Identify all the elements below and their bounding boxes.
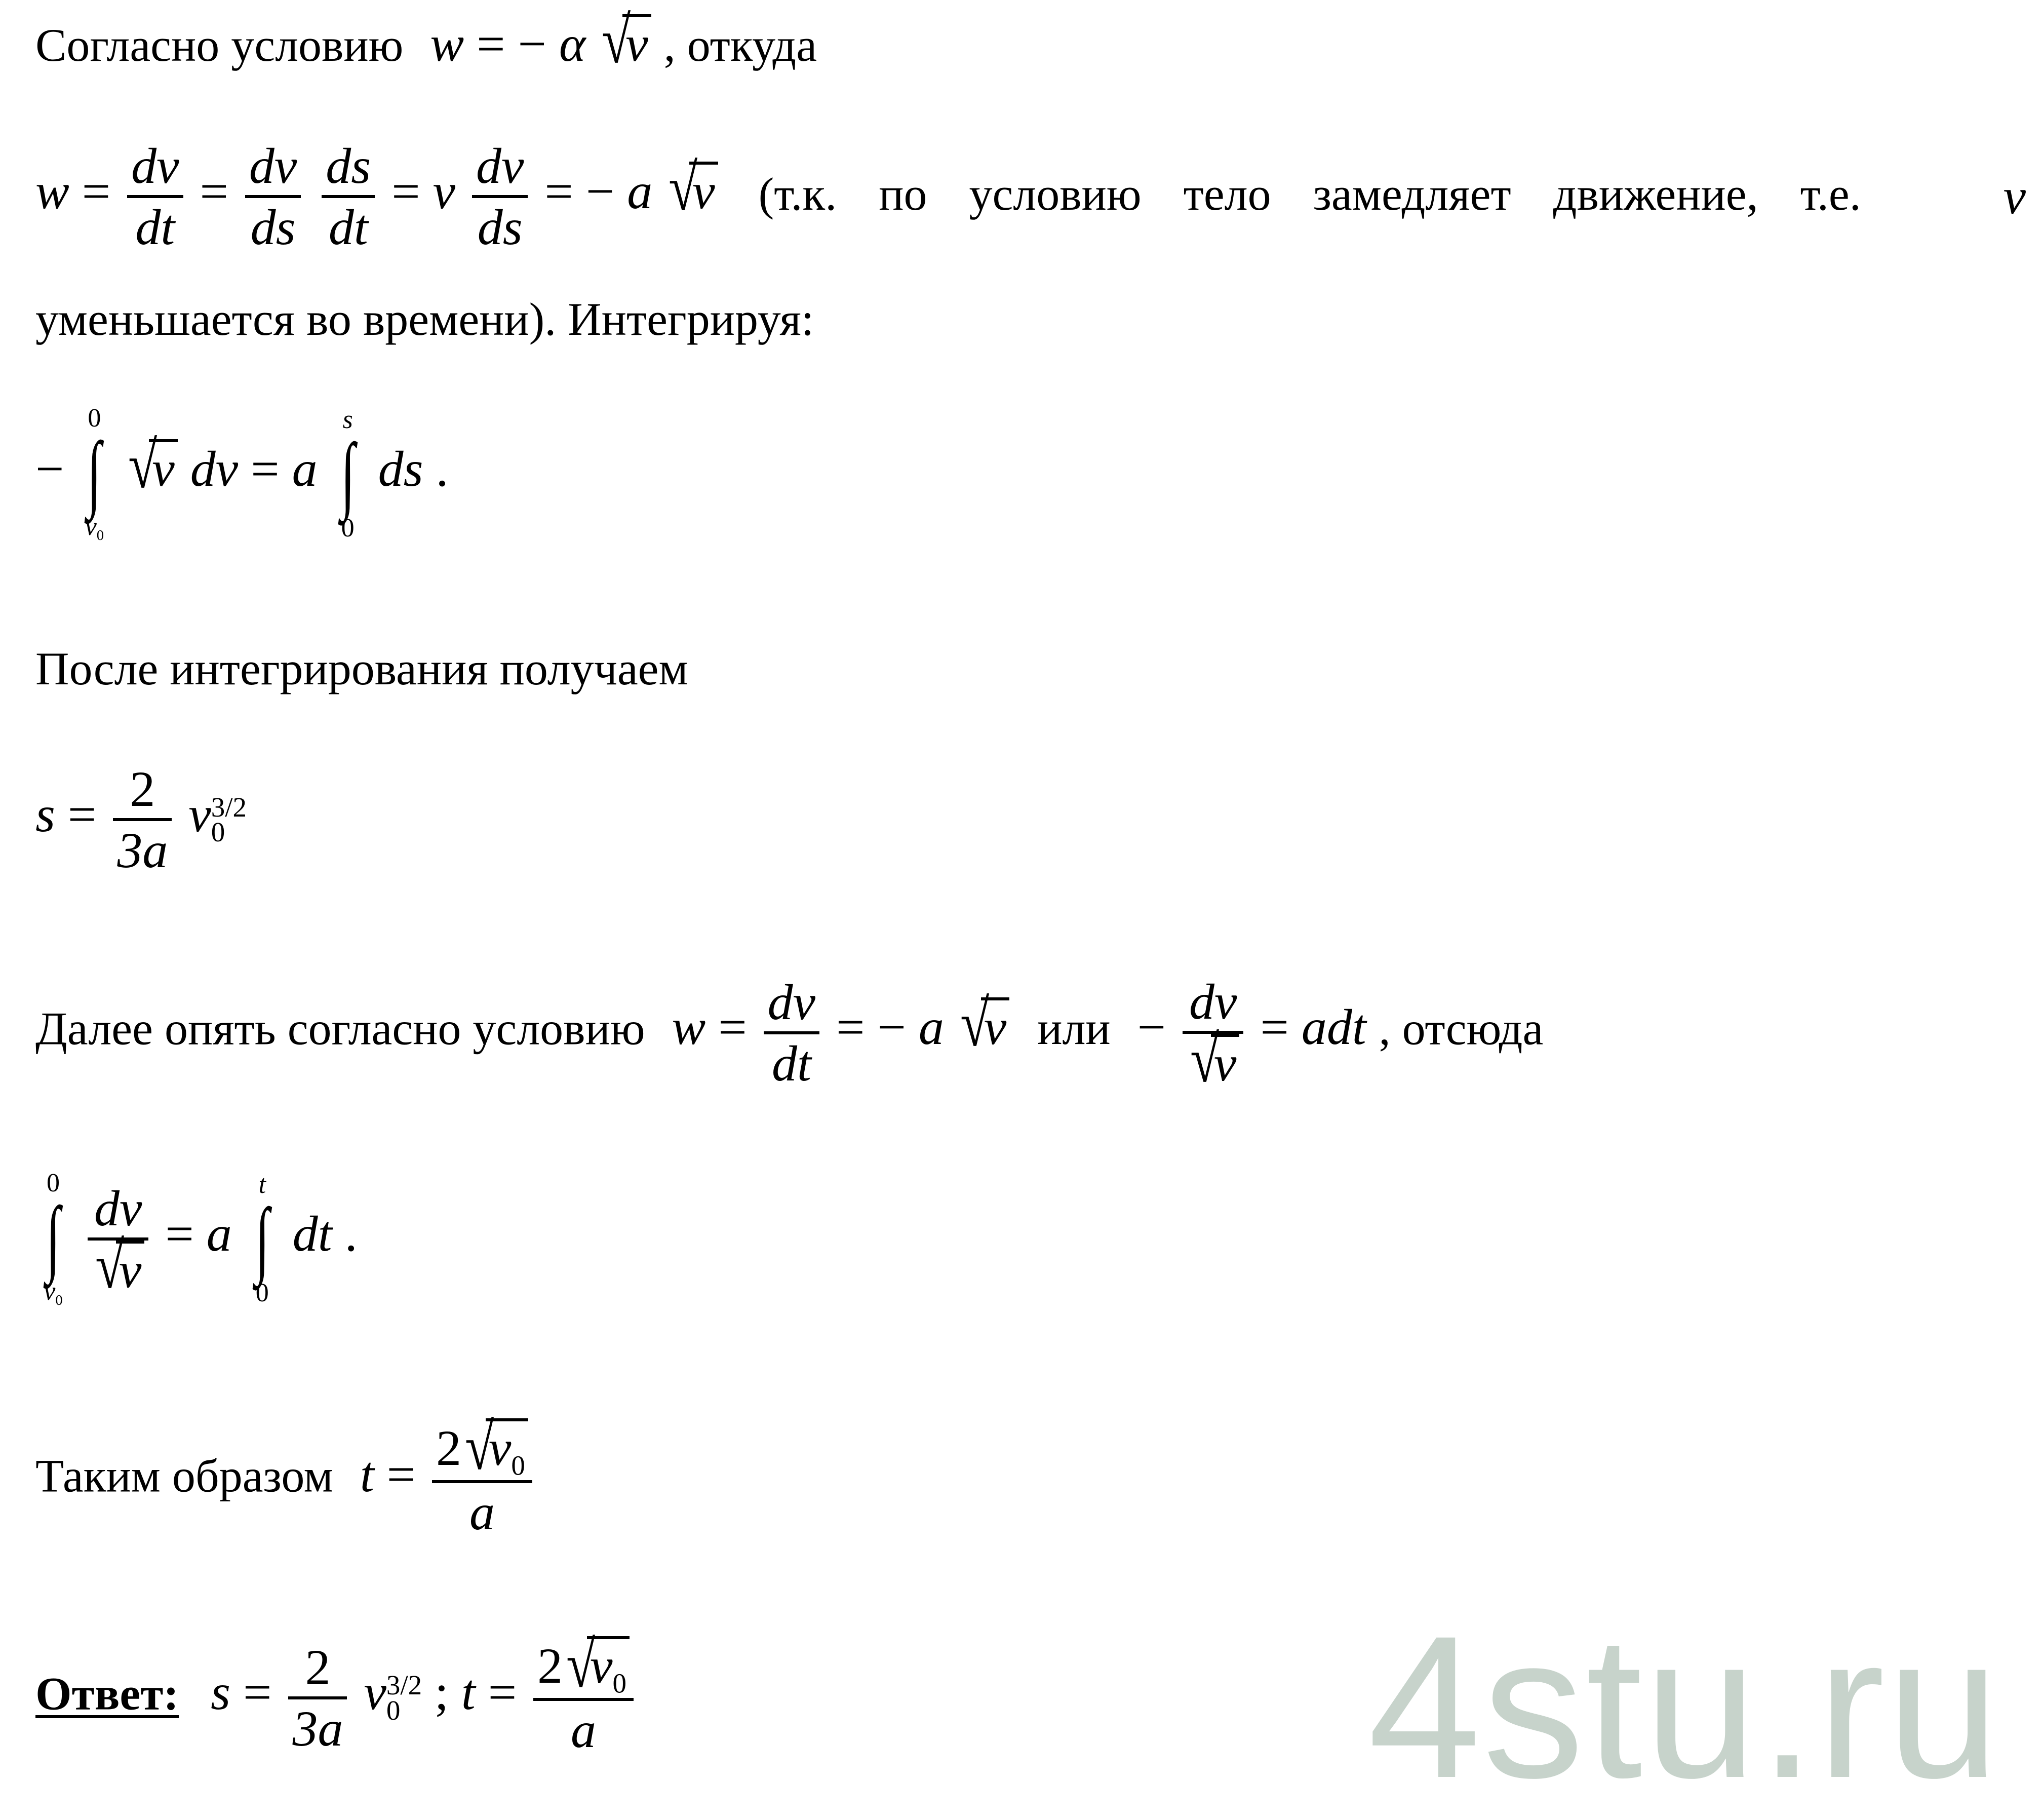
integral-sign: t ∫ 0 [255,1170,269,1307]
frac-2-3a: $\frac{2}{3a}$ [113,760,172,879]
frac-2sqrtv0-a: 2 √ $v_0$ a [533,1636,634,1759]
answer-formula: s = $\frac{2}{3a}$ v 3/2 0 ; t = 2 √ $v_0$ a [211,1664,638,1720]
formula-s: s = $\frac{2}{3a}$ v 3/2 0 [35,761,247,878]
formula-dv-sqrt: − dv √ v = adt [1137,974,1366,1096]
frac-dv-dt: $\frac{dv}{dt}$ [127,137,183,256]
frac-dv-ds: $\frac{dv}{ds}$ [245,137,301,256]
line-thus: Таким образом t = 2 √ $v_0$ a [35,1418,536,1541]
frac-dv-dt: $\frac{dv}{dt}$ [764,973,819,1093]
frac-2sqrtv0-a: 2 √ $v_0$ a [432,1418,532,1541]
line-condition [35,4,817,77]
sqrt-v: √ v [598,14,651,72]
sqrt-v: √ v [665,162,718,219]
formula-t: t = 2 √ $v_0$ a [360,1446,536,1502]
integral-sign: s ∫ 0 [340,405,355,543]
watermark: 4stu.ru [1368,1594,2001,1820]
formula-w-alpha: w = − α √ v [430,16,663,72]
frac-dv-sqrtv: dv √ v [1183,973,1243,1093]
formula-w-chain: w = $\frac{dv}{dt}$ = $\frac{dv}{ds}$ $\frac{ds}{dt}$ = v $\frac{dv}{ds}$ = − a √ v [35,137,718,256]
sqrt-v: √ v [125,439,177,497]
line-derivation [35,137,2026,256]
line-integrating: уменьшается во времени). Интегрируя: [35,293,814,345]
integral-sign: 0 ∫ $v_0$ [44,1169,63,1308]
line2-note: (т.к. по условию тело замедляет движение, т.е. v [758,168,2026,224]
formula-integral-1: − 0 ∫ $v_0$ √ v dv = a s ∫ 0 ds . [35,404,449,544]
line-answer [35,1628,638,1759]
line1-suffix: , откуда [663,19,817,71]
frac-dv-ds-2: $\frac{dv}{ds}$ [472,137,528,256]
frac-ds-dt: $\frac{ds}{dt}$ [322,137,375,256]
sqrt-v: √ v [957,997,1009,1055]
line-further: Далее опять согласно условию w = $\frac{dv}{dt}$ = − a √ v или − dv √ v = adt , отсюда [35,974,1544,1096]
line1-prefix: Согласно условию [35,19,404,71]
frac-2-3a: $\frac{2}{3a}$ [288,1638,347,1758]
formula-w-dvdt: w = $\frac{dv}{dt}$ = − a √ v [672,999,1023,1055]
line-after-integration: После интегрирования получаем [35,643,688,694]
answer-label: Ответ: [35,1668,179,1720]
integral-sign: 0 ∫ $v_0$ [85,404,104,544]
formula-integral-2: 0 ∫ $v_0$ dv √ v = a t ∫ 0 dt . [35,1170,358,1308]
frac-dv-sqrtv: dv √ v [88,1179,148,1299]
